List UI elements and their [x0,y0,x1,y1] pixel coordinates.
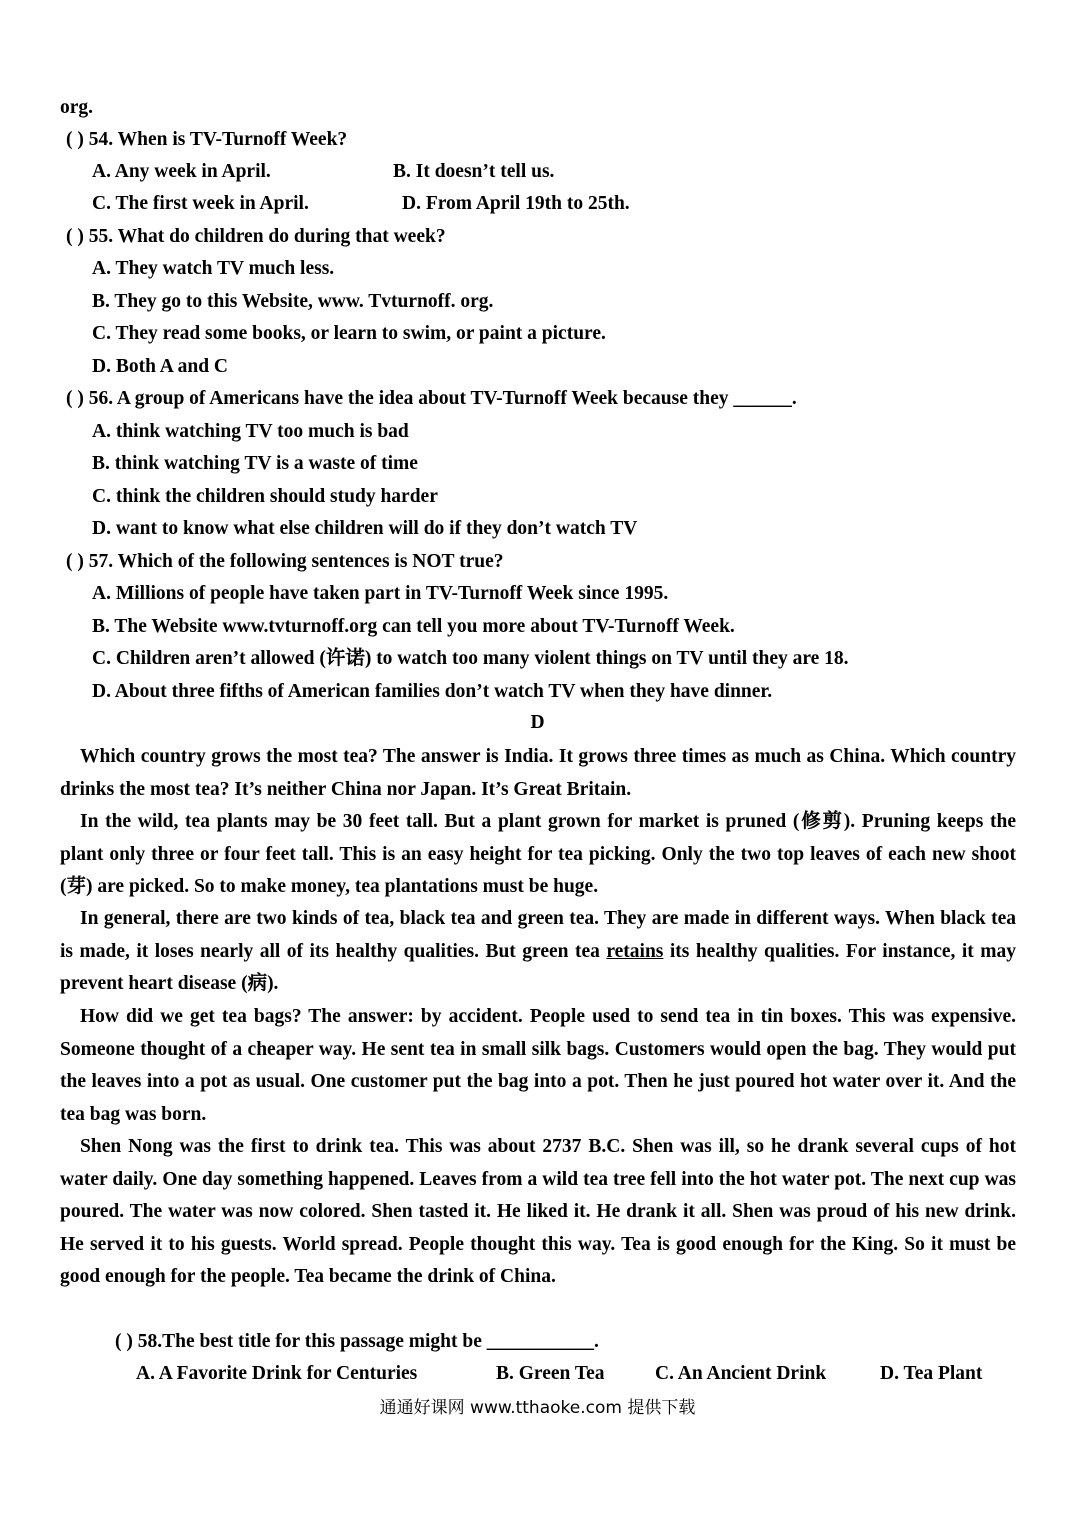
section-heading-d: D [530,712,545,733]
paragraph-3-text-start: In general, there are two kinds of tea, black tea and green tea. They are made in different ways. When black tea is made, it loses nearly all of its healthy qualities. But green tea [60,908,1016,962]
q57-option-b: B. The Website www.tvturnoff.org can tell you more about TV-Turnoff Week. [92,616,735,637]
q55-option-b: B. They go to this Website, www. Tvturnoff. org. [92,291,494,312]
carry-over-text: org. [60,97,94,118]
passage-paragraph-1: Which country grows the most tea? The answer is India. It grows three times as much as China. Which country drinks the most tea? It’s neither China nor Japan. It’s Great Britain. [60,746,1016,800]
underlined-word-retains: retains [606,940,664,962]
question-58: ( ) 58.The best title for this passage might be ___________. [115,1331,599,1352]
question-57: ( ) 57. Which of the following sentences is NOT true? [66,551,504,572]
q56-option-c: C. think the children should study harder [92,486,438,507]
q58-option-c: C. An Ancient Drink [655,1363,827,1384]
page-footer: 通通好课网 www.tthaoke.com 提供下载 [379,1398,696,1418]
q54-option-d: D. From April 19th to 25th. [402,193,630,214]
question-56: ( ) 56. A group of Americans have the idea about TV-Turnoff Week because they ______. [66,388,797,409]
q55-option-c: C. They read some books, or learn to swim, or paint a picture. [92,323,606,344]
q55-option-d: D. Both A and C [92,356,229,377]
q58-option-a: A. A Favorite Drink for Centuries [136,1363,418,1384]
q55-option-a: A. They watch TV much less. [92,258,335,279]
question-55: ( ) 55. What do children do during that week? [66,226,446,247]
passage-paragraph-3 [60,903,1016,1001]
q54-option-c: C. The first week in April. [92,193,309,214]
q57-option-a: A. Millions of people have taken part in TV-Turnoff Week since 1995. [92,583,669,604]
q54-option-b: B. It doesn’t tell us. [393,161,555,182]
passage-paragraph-2: In the wild, tea plants may be 30 feet tall. But a plant grown for market is pruned (修剪). Pruning keeps the plant only three or four feet tall. This is an easy height for tea picking. Only the two top leaves of each new shoot (芽) are picked. So to make money, tea plantations must be huge. [60,811,1016,897]
question-54: ( ) 54. When is TV-Turnoff Week? [66,129,348,150]
q56-option-d: D. want to know what else children will do if they don’t watch TV [92,518,638,539]
paragraph-3-text-end: its healthy qualities. For instance, it may prevent heart disease (病). [60,940,1016,994]
q56-option-a: A. think watching TV too much is bad [92,421,409,442]
q58-option-d: D. Tea Plant [880,1363,983,1384]
passage-paragraph-4: How did we get tea bags? The answer: by accident. People used to send tea in tin boxes. This was expensive. Someone thought of a cheaper way. He sent tea in small silk bags. Customers would open the bag. They would put the leaves into a pot as usual. One customer put the bag into a pot. Then he just poured hot water over it. And the tea bag was born. [60,1006,1016,1125]
q56-option-b: B. think watching TV is a waste of time [92,453,418,474]
q57-option-d: D. About three fifths of American families don’t watch TV when they have dinner. [92,681,773,702]
q58-option-b: B. Green Tea [496,1363,605,1384]
q57-option-c: C. Children aren’t allowed (许诺) to watch too many violent things on TV until they are 18. [92,648,849,669]
passage-paragraph-5: Shen Nong was the first to drink tea. This was about 2737 B.C. Shen was ill, so he drank several cups of hot water daily. One day something happened. Leaves from a wild tea tree fell into the hot water pot. The next cup was poured. The water was now colored. Shen tasted it. He liked it. He drank it all. Shen was proud of his new drink. He served it to his guests. World spread. People thought this way. Tea is good enough for the King. So it must be good enough for the people. Tea became the drink of China. [60,1136,1016,1287]
q54-option-a: A. Any week in April. [92,161,271,182]
